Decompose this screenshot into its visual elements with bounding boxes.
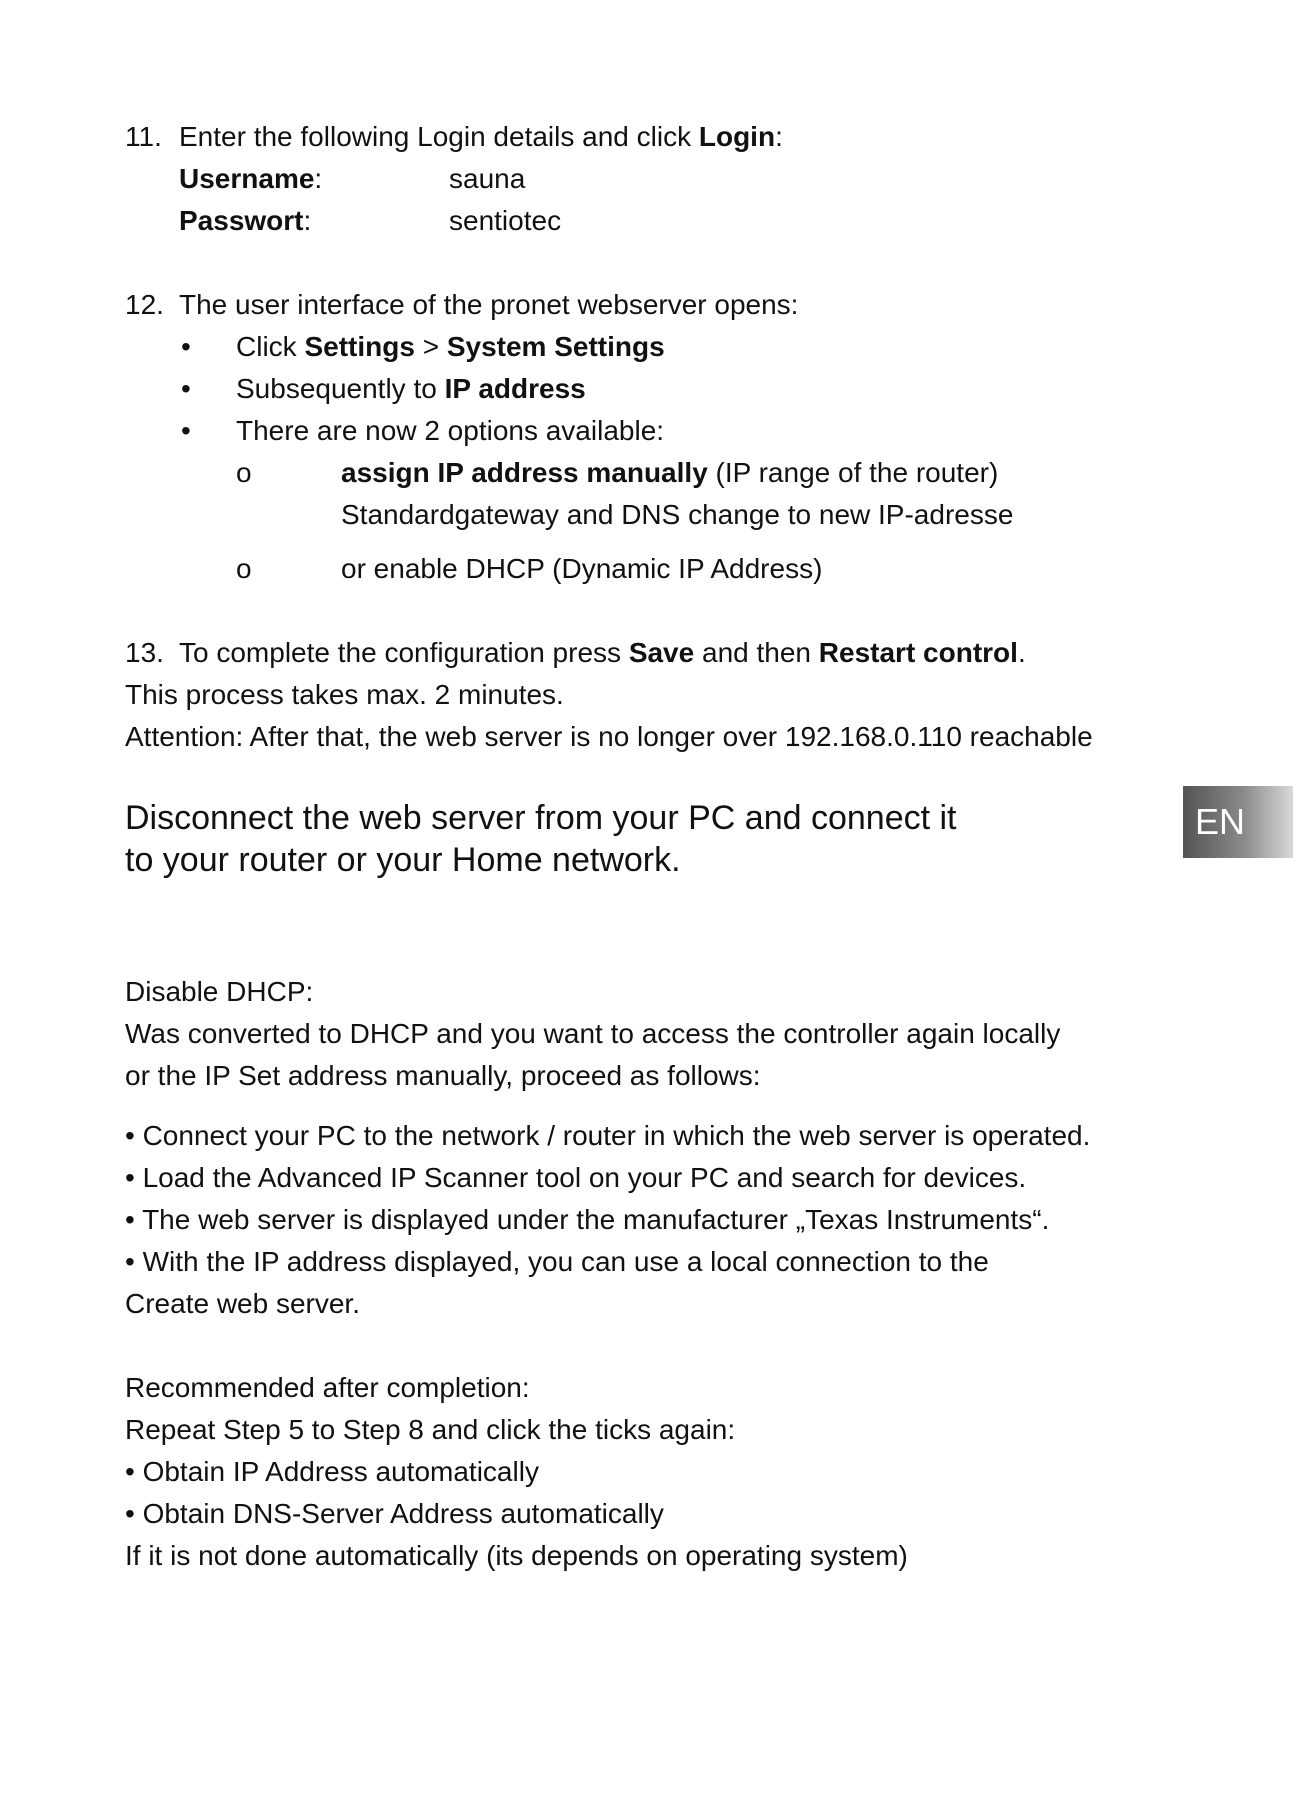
step-11-number: 11. bbox=[125, 121, 162, 152]
disable-dhcp-p1: Was converted to DHCP and you want to access the controller again locally bbox=[125, 1018, 1061, 1049]
step-13-number: 13. bbox=[125, 637, 164, 668]
recommended-p1: Repeat Step 5 to Step 8 and click the ticks again: bbox=[125, 1414, 736, 1445]
step-11-login-bold: Login bbox=[698, 121, 776, 152]
username-label bbox=[179, 162, 322, 196]
b1-system-settings-bold: System Settings bbox=[446, 331, 665, 362]
b2-text-a: Subsequently to bbox=[236, 373, 445, 404]
step-13-text-c: . bbox=[1017, 637, 1026, 668]
disable-dhcp-bullet-4: • With the IP address displayed, you can use a local connection to the bbox=[125, 1246, 989, 1277]
b1-settings-bold: Settings bbox=[304, 331, 415, 362]
disable-dhcp-bullet-3: • The web server is displayed under the manufacturer „Texas Instruments“. bbox=[125, 1204, 1050, 1235]
password-colon: : bbox=[303, 205, 312, 236]
step-13-text-a: To complete the configuration press bbox=[179, 637, 629, 668]
b2-ip-address-bold: IP address bbox=[444, 373, 586, 404]
step-11-text bbox=[179, 120, 783, 154]
disconnect-heading-line1: Disconnect the web server from your PC and connect it bbox=[125, 799, 957, 837]
disable-dhcp-bullet-2: • Load the Advanced IP Scanner tool on your PC and search for devices. bbox=[125, 1162, 1027, 1193]
step-13-text bbox=[179, 636, 1026, 670]
bullet-marker: • bbox=[181, 415, 191, 446]
step-12-bullet-3: There are now 2 options available: bbox=[236, 415, 665, 446]
step-11-text-a: Enter the following Login details and click bbox=[179, 121, 699, 152]
disable-dhcp-bullet-1: • Connect your PC to the network / router in which the web server is operated. bbox=[125, 1120, 1091, 1151]
step-13-save-bold: Save bbox=[628, 637, 695, 668]
recommended-bullet-2: • Obtain DNS-Server Address automatically bbox=[125, 1498, 664, 1529]
option-manual-ip-line2: Standardgateway and DNS change to new IP-adresse bbox=[341, 499, 1014, 530]
disable-dhcp-p2: or the IP Set address manually, proceed as follows: bbox=[125, 1060, 761, 1091]
username-label-text: Username bbox=[179, 163, 315, 194]
option-manual-ip-bold: assign IP address manually bbox=[341, 457, 708, 488]
bullet-marker: • bbox=[181, 331, 191, 362]
recommended-heading: Recommended after completion: bbox=[125, 1372, 530, 1403]
step-12-bullet-2 bbox=[236, 372, 586, 406]
b1-separator: > bbox=[414, 331, 447, 362]
step-13-line2: This process takes max. 2 minutes. bbox=[125, 679, 564, 710]
recommended-bullet-1: • Obtain IP Address automatically bbox=[125, 1456, 539, 1487]
username-value: sauna bbox=[449, 163, 526, 194]
disconnect-heading-line2: to your router or your Home network. bbox=[125, 841, 681, 879]
step-12-bullet-1 bbox=[236, 330, 665, 364]
b1-text-a: Click bbox=[236, 331, 305, 362]
option-manual-ip-rest: (IP range of the router) bbox=[707, 457, 999, 488]
language-tab-en: EN bbox=[1183, 786, 1293, 858]
step-13-text-b: and then bbox=[694, 637, 819, 668]
step-11-text-b: : bbox=[775, 121, 783, 152]
recommended-p2: If it is not done automatically (its depends on operating system) bbox=[125, 1540, 908, 1571]
disable-dhcp-bullet-4-cont: Create web server. bbox=[125, 1288, 360, 1319]
sub-option-marker: o bbox=[236, 553, 252, 584]
password-label bbox=[179, 204, 311, 238]
step-12-number: 12. bbox=[125, 289, 164, 320]
step-12-intro: The user interface of the pronet webserver opens: bbox=[179, 289, 799, 320]
step-13-restart-bold: Restart control bbox=[818, 637, 1018, 668]
password-value: sentiotec bbox=[449, 205, 562, 236]
option-manual-ip bbox=[341, 456, 998, 490]
sub-option-marker: o bbox=[236, 457, 252, 488]
disable-dhcp-heading: Disable DHCP: bbox=[125, 976, 314, 1007]
bullet-marker: • bbox=[181, 373, 191, 404]
username-colon: : bbox=[314, 163, 323, 194]
step-13-attention: Attention: After that, the web server is no longer over 192.168.0.110 reachable bbox=[125, 721, 1093, 752]
option-dhcp: or enable DHCP (Dynamic IP Address) bbox=[341, 553, 823, 584]
password-label-text: Passwort bbox=[179, 205, 304, 236]
